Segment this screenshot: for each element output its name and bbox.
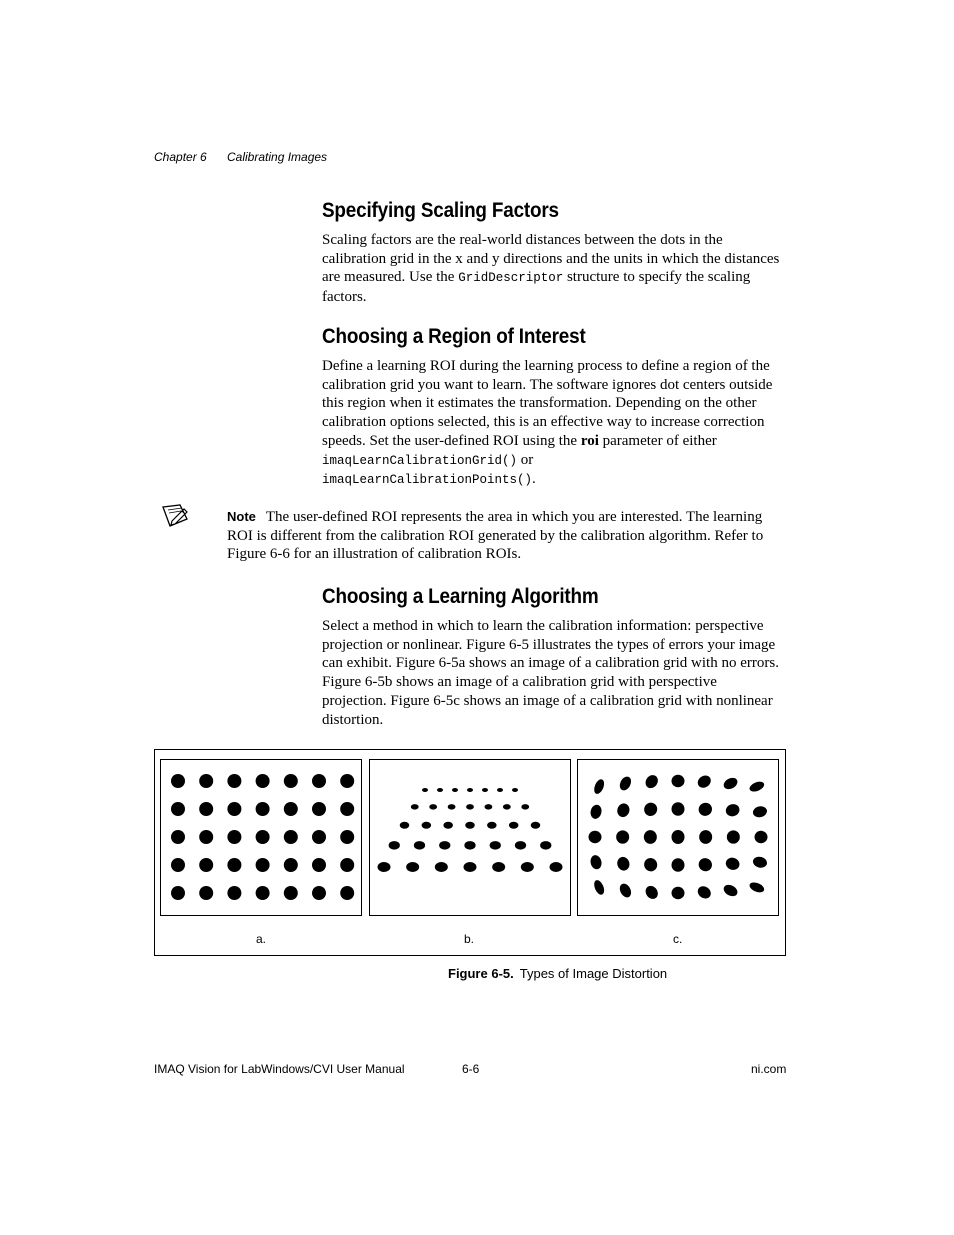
grid-dot — [171, 858, 185, 872]
grid-dot — [724, 856, 741, 872]
grid-dot — [722, 883, 740, 899]
caption-text: Types of Image Distortion — [519, 966, 668, 981]
footer-page-number: 6-6 — [462, 1062, 480, 1076]
section-heading: Choosing a Region of Interest — [322, 325, 586, 348]
grid-dot — [672, 830, 685, 844]
grid-dot — [312, 802, 326, 816]
grid-dot — [199, 830, 213, 844]
grid-dot — [256, 858, 270, 872]
grid-dot — [443, 822, 453, 829]
grid-dot — [592, 778, 606, 796]
grid-dot — [643, 883, 660, 901]
panel-perspective — [369, 759, 571, 916]
section-region-of-interest — [322, 325, 784, 490]
grid-dot — [521, 862, 534, 872]
grid-dot — [497, 788, 503, 792]
grid-nonlinear — [578, 760, 778, 915]
panel-label-c: c. — [673, 932, 683, 946]
grid-dot — [256, 886, 270, 900]
figure-caption — [448, 966, 667, 981]
note-block — [227, 508, 785, 564]
grid-dot — [448, 804, 456, 810]
roi-param: roi — [580, 432, 599, 449]
grid-dot — [672, 858, 685, 872]
grid-dot — [643, 773, 660, 791]
grid-dot — [464, 862, 477, 872]
grid-dot — [389, 841, 400, 850]
section-heading: Specifying Scaling Factors — [322, 199, 559, 222]
grid-dot — [340, 830, 354, 844]
note-label: Note — [227, 509, 256, 524]
grid-dot — [199, 802, 213, 816]
grid-dot — [452, 788, 458, 792]
grid-dot — [540, 841, 551, 850]
grid-dot — [589, 804, 603, 820]
panel-label-a: a. — [256, 932, 267, 946]
grid-dot — [256, 774, 270, 788]
grid-dot — [644, 830, 657, 844]
grid-dot — [227, 802, 241, 816]
footer-website: ni.com — [751, 1062, 787, 1076]
grid-dot — [439, 841, 450, 850]
section-paragraph: Define a learning ROI during the learning process to define a region of the calibration grid you want to learn. The software ignores dot centers outside this region when it estimates the transformation. Depending on the other calibration options selected, this is an effective way to increase correction speeds. Set the user-defined ROI using the roi parameter of either imaqLearnCalibrationGrid() or imaqLearnCalibrationPoints(). — [322, 358, 773, 488]
grid-dot — [171, 802, 185, 816]
grid-dot — [755, 831, 768, 843]
grid-dot — [487, 822, 497, 829]
note-text: The user-defined ROI represents the area in which you are interested. The learning ROI is different from the calibration ROI generated by the calibration algorithm. Refer to Figure 6-6 for an illustration of calibration ROIs. — [227, 509, 764, 563]
footer-manual-title: IMAQ Vision for LabWindows/CVI User Manual — [154, 1062, 405, 1076]
figure-6-5 — [154, 749, 786, 956]
grid-dot — [503, 804, 511, 810]
panel-label-b: b. — [464, 932, 475, 946]
grid-perspective — [370, 760, 570, 915]
grid-dot — [672, 887, 685, 899]
chapter-label: Chapter 6 — [154, 150, 207, 164]
grid-dot — [465, 822, 475, 829]
grid-dot — [437, 788, 443, 792]
grid-dot — [592, 879, 606, 897]
grid-dot — [752, 855, 768, 869]
grid-dot — [615, 855, 631, 872]
code-learn-points: imaqLearnCalibrationPoints() — [322, 473, 533, 488]
grid-dot — [340, 802, 354, 816]
grid-dot — [227, 774, 241, 788]
caption-label: Figure 6-5. — [448, 966, 514, 981]
grid-dot — [727, 830, 740, 843]
grid-dot — [414, 841, 425, 850]
grid-dot — [515, 841, 526, 850]
chapter-title: Calibrating Images — [227, 150, 328, 164]
grid-dot — [171, 774, 185, 788]
grid-dot — [618, 882, 634, 900]
grid-dot — [340, 774, 354, 788]
grid-dot — [672, 802, 685, 816]
grid-dot — [284, 774, 298, 788]
grid-dot — [284, 886, 298, 900]
code-learn-grid: imaqLearnCalibrationGrid() — [322, 453, 518, 468]
grid-dot — [422, 822, 432, 829]
grid-dot — [482, 788, 488, 792]
grid-dot — [724, 802, 741, 818]
grid-dot — [696, 856, 714, 874]
grid-dot — [171, 830, 185, 844]
grid-dot — [695, 884, 713, 901]
grid-dot — [312, 858, 326, 872]
grid-dot — [199, 886, 213, 900]
grid-dot — [284, 802, 298, 816]
grid-dot — [199, 858, 213, 872]
code-griddescriptor: GridDescriptor — [458, 271, 564, 286]
grid-dot — [312, 830, 326, 844]
grid-dot — [550, 862, 563, 872]
grid-dot — [411, 804, 419, 810]
grid-dot — [284, 858, 298, 872]
grid-dot — [748, 880, 766, 894]
grid-dot — [378, 862, 391, 872]
section-heading: Choosing a Learning Algorithm — [322, 585, 599, 608]
grid-dot — [400, 822, 410, 829]
grid-dot — [171, 886, 185, 900]
grid-dot — [340, 858, 354, 872]
grid-dot — [748, 780, 766, 794]
grid-dot — [485, 804, 493, 810]
grid-dot — [492, 862, 505, 872]
grid-dot — [696, 800, 714, 818]
grid-dot — [464, 841, 475, 850]
grid-dot — [227, 858, 241, 872]
grid-dot — [512, 788, 518, 792]
section-learning-algorithm — [322, 585, 784, 729]
grid-dot — [466, 804, 474, 810]
grid-dot — [722, 776, 740, 792]
grid-dot — [490, 841, 501, 850]
grid-dot — [616, 830, 629, 843]
running-head — [154, 150, 327, 164]
grid-dot — [429, 804, 437, 810]
panel-nonlinear — [577, 759, 779, 916]
grid-dot — [531, 822, 541, 829]
grid-dot — [642, 800, 660, 818]
grid-dot — [752, 805, 768, 819]
grid-dot — [422, 788, 428, 792]
grid-dot — [618, 775, 634, 793]
section-paragraph: Scaling factors are the real-world distances between the dots in the calibration grid in the x and y directions and the units in which the distances are measured. Use the GridDescriptor structure to specify the scaling factors. — [322, 232, 780, 306]
grid-dot — [284, 830, 298, 844]
grid-dot — [642, 856, 660, 874]
grid-dot — [615, 802, 631, 819]
note-pencil-icon — [160, 503, 190, 529]
grid-dot — [256, 802, 270, 816]
grid-dot — [509, 822, 519, 829]
grid-dot — [672, 775, 685, 787]
grid-dot — [435, 862, 448, 872]
grid-dot — [227, 830, 241, 844]
grid-dot — [589, 854, 603, 870]
grid-dot — [199, 774, 213, 788]
section-paragraph: Select a method in which to learn the calibration information: perspective projection or nonlinear. Figure 6-5 illustrates the types of errors your image can exhibit. Figure 6-5a shows an image of a calibration grid with no errors. Figure 6-5b shows an image of a calibration grid with perspective projection. Figure 6-5c shows an image of a calibration grid with nonlinear distortion. — [322, 618, 779, 728]
grid-dot — [227, 886, 241, 900]
grid-dot — [695, 773, 713, 790]
grid-dot — [340, 886, 354, 900]
grid-dot — [589, 831, 602, 843]
grid-dot — [406, 862, 419, 872]
grid-dot — [312, 886, 326, 900]
grid-dot — [256, 830, 270, 844]
section-scaling-factors — [322, 199, 784, 307]
grid-no-errors — [161, 760, 361, 915]
grid-dot — [312, 774, 326, 788]
grid-dot — [467, 788, 473, 792]
panel-no-distortion — [160, 759, 362, 916]
grid-dot — [521, 804, 529, 810]
grid-dot — [699, 830, 712, 844]
